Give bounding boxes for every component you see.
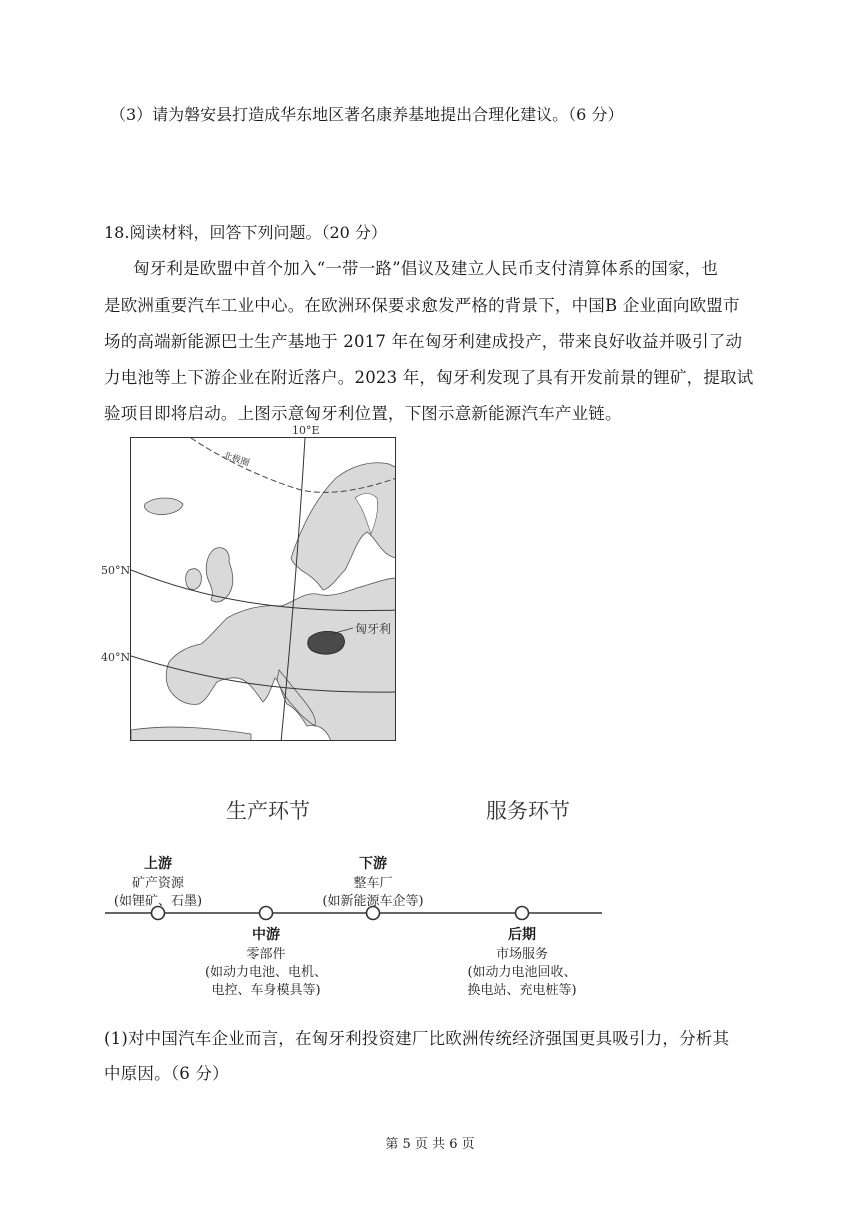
page-footer: 第 5 页 共 6 页 (385, 1137, 475, 1152)
question-18-1-line-1: (1)对中国汽车企业而言，在匈牙利投资建厂比欧洲传统经济强国更具吸引力，分析其 (104, 1029, 730, 1048)
later-title: 后期 (508, 927, 536, 943)
latitude-50-label: 50°N (101, 564, 131, 577)
question-18-1-line-2: 中原因。（6 分） (104, 1064, 229, 1083)
upstream-title: 上游 (144, 856, 172, 872)
later-line-3: 换电站、充电桩等) (467, 983, 577, 998)
downstream-line-1: 整车厂 (353, 876, 393, 891)
downstream-title: 下游 (359, 856, 387, 872)
question-18-title: 18.阅读材料，回答下列问题。（20 分） (104, 223, 387, 242)
material-line-4: 力电池等上下游企业在附近落户。2023 年，匈牙利发现了具有开发前景的锂矿，提取试 (104, 368, 754, 387)
later-line-2: (如动力电池回收、 (467, 965, 577, 980)
midstream-line-2: (如动力电池、电机、 (204, 965, 328, 980)
downstream-line-2: (如新能源车企等) (322, 894, 424, 909)
longitude-label: 10°E (292, 424, 320, 437)
midstream-title: 中游 (252, 927, 280, 943)
midstream-line-1: 零部件 (246, 947, 286, 962)
material-line-5: 验项目即将启动。上图示意匈牙利位置，下图示意新能源汽车产业链。 (104, 404, 622, 423)
latitude-40-label: 40°N (101, 651, 131, 664)
hungary-label: 匈牙利 (355, 622, 392, 636)
question-17-3: （3）请为磐安县打造成华东地区著名康养基地提出合理化建议。（6 分） (110, 105, 624, 124)
material-line-1: 匈牙利是欧盟中首个加入“一带一路”倡议及建立人民币支付清算体系的国家，也 (133, 259, 719, 278)
material-line-3: 场的高端新能源巴士生产基地于 2017 年在匈牙利建成投产，带来良好收益并吸引了动 (104, 332, 743, 351)
arctic-circle-label: 北极圈 (221, 450, 251, 469)
upstream-line-1: 矿产资源 (131, 876, 184, 891)
service-stage-label: 服务环节 (486, 799, 570, 823)
material-line-2: 是欧洲重要汽车工业中心。在欧洲环保要求愈发严格的背景下，中国B 企业面向欧盟市 (104, 296, 740, 315)
upstream-line-2: (如锂矿、石墨) (113, 894, 203, 909)
later-line-1: 市场服务 (495, 947, 548, 962)
production-stage-label: 生产环节 (226, 799, 310, 823)
midstream-line-3: 电控、车身模具等) (211, 983, 321, 998)
